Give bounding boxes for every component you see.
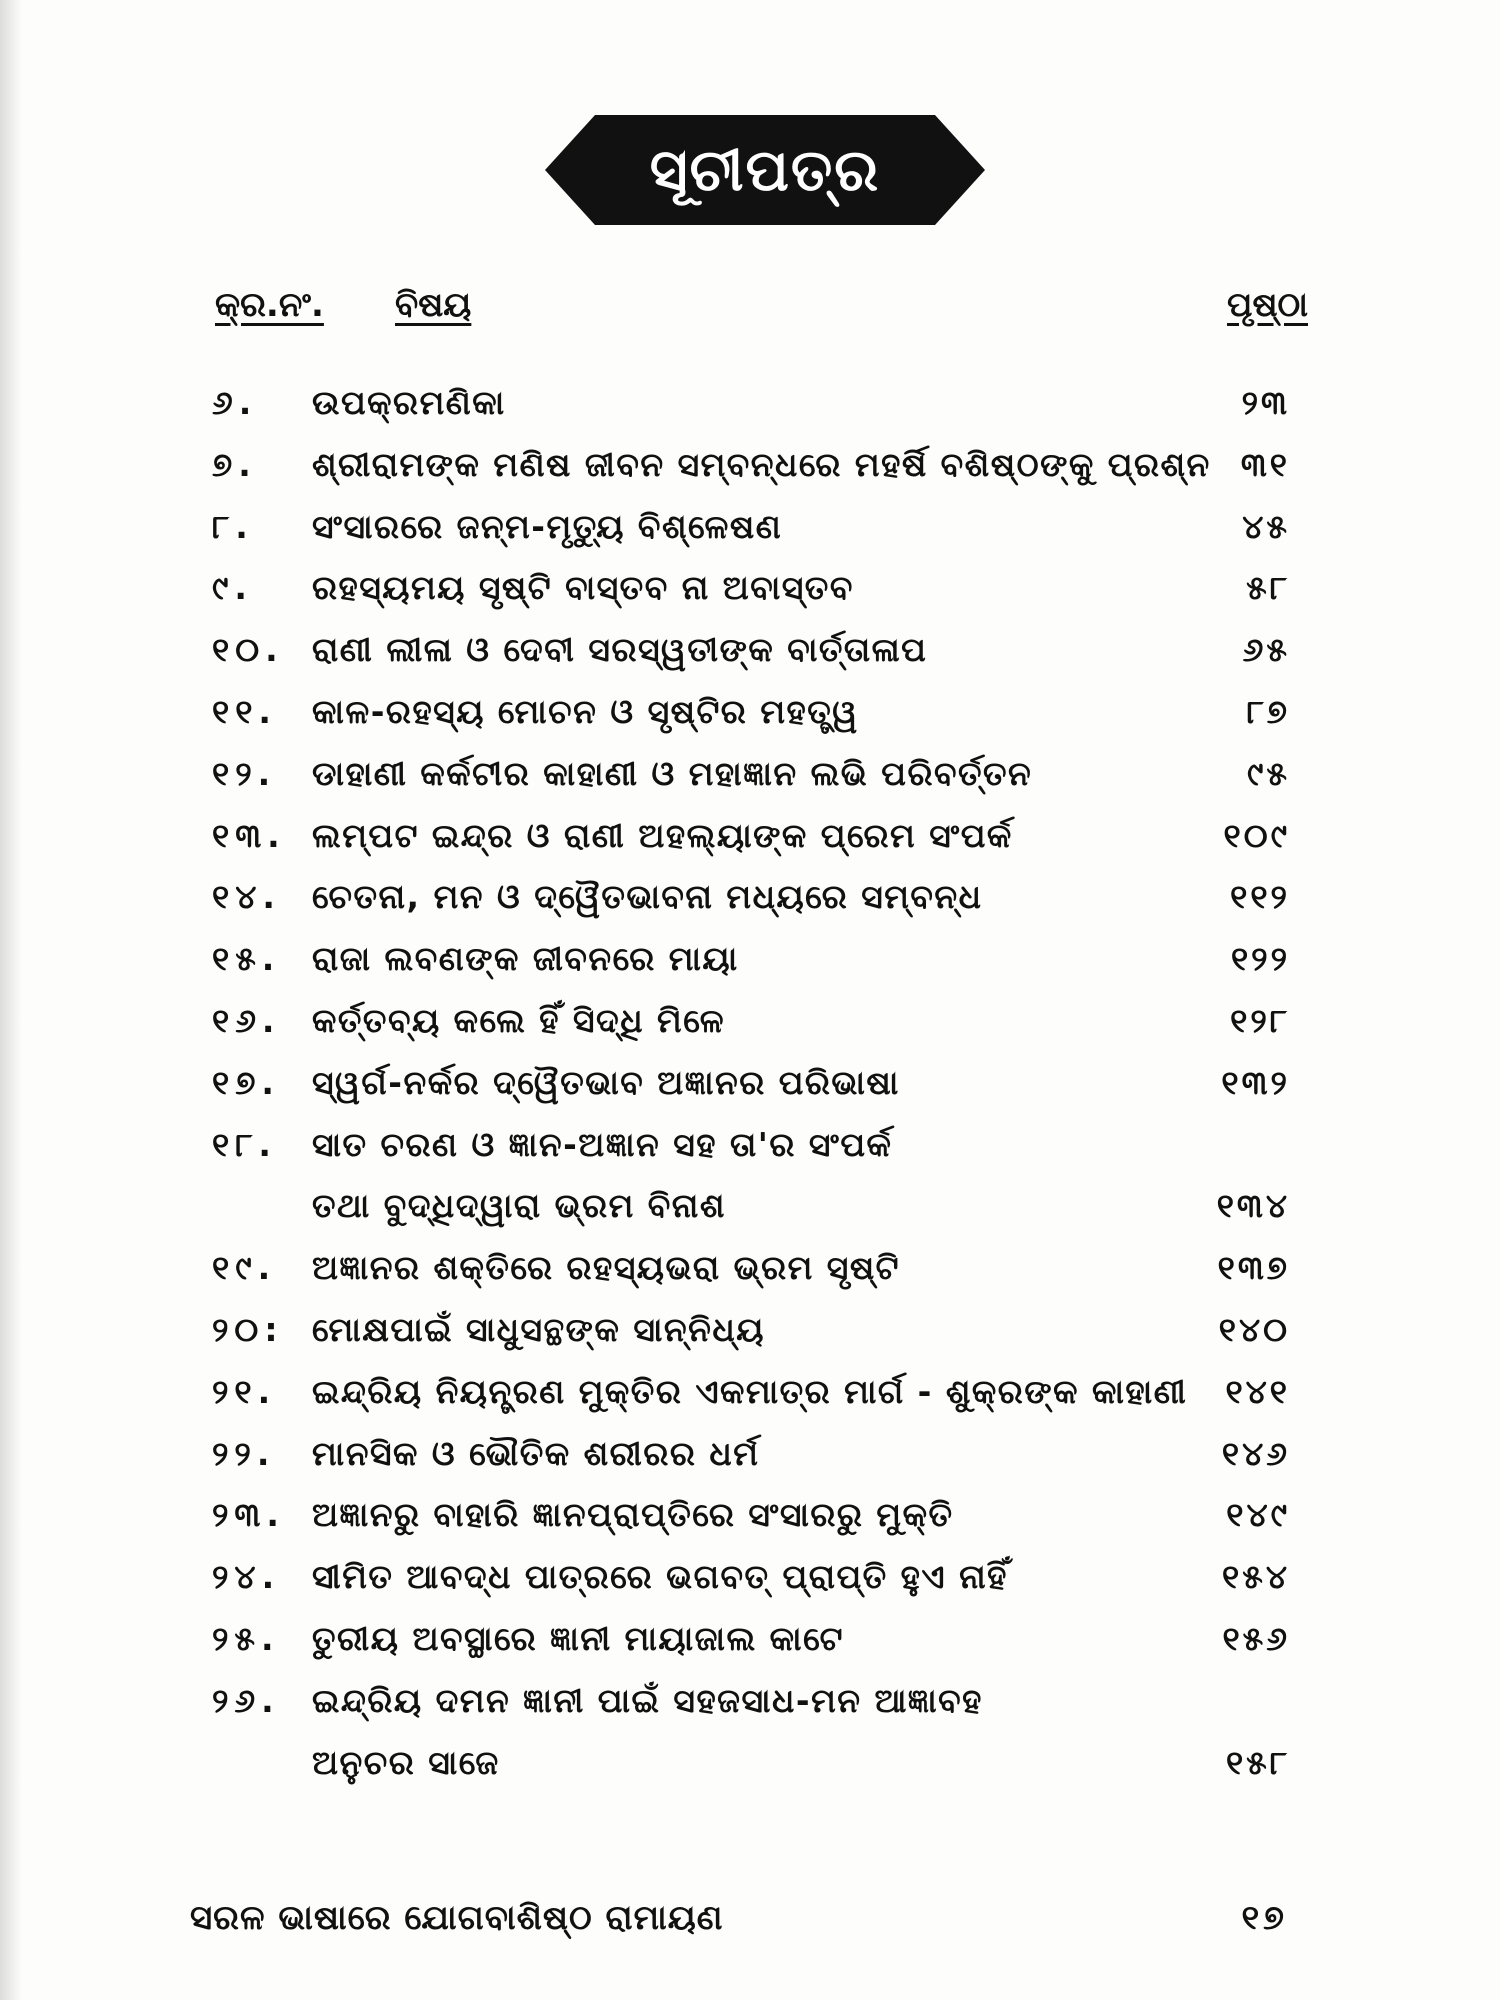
toc-entry: [0, 1670, 1500, 1732]
toc-entry: [0, 928, 1500, 990]
toc-entry-page: ୧୪୯: [1226, 1495, 1290, 1535]
toc-entry-title: ଅଜ୍ଞାନର ଶକ୍ତିରେ ରହସ୍ୟଭରା ଭ୍ରମ ସୃଷ୍ଟି: [312, 1248, 901, 1288]
toc-entry-page: ୮୭: [1246, 691, 1290, 731]
toc-entry-title: ଡାହାଣୀ କର୍କଟୀର କାହାଣୀ ଓ ମହାଜ୍ଞାନ ଲଭି ପରିବର୍ତ୍ତନ: [312, 753, 1033, 793]
header-serial: କ୍ର.ନଂ.: [215, 285, 324, 325]
toc-entry-number: ୧୫.: [212, 939, 281, 979]
toc-entry-number: ୨୪.: [212, 1557, 281, 1597]
toc-entry: [0, 1361, 1500, 1423]
page-footer: [0, 1888, 1500, 1948]
toc-entry: [0, 681, 1500, 743]
toc-entry-title: ସଂସାରରେ ଜନ୍ମ-ମୃତ୍ୟୁ ବିଶ୍ଳେଷଣ: [312, 506, 783, 546]
toc-entry-number: ୬.: [212, 383, 258, 422]
toc-entry-number: ୧୬.: [212, 1000, 281, 1040]
toc-entry-title: ତୁରୀୟ ଅବସ୍ଥାରେ ଜ୍ଞାନୀ ମାୟାଜାଲ କାଟେ: [312, 1618, 844, 1658]
toc-entry: [0, 1546, 1500, 1608]
footer-book-title: ସରଳ ଭାଷାରେ ଯୋଗବାଶିଷ୍ଠ ରାମାୟଣ: [190, 1898, 724, 1938]
toc-entry-page: ୯୫: [1247, 753, 1290, 793]
toc-entry-page: ୧୩୭: [1217, 1248, 1290, 1288]
toc-entry-number: ୨୫.: [212, 1618, 280, 1658]
toc-entry-title: ସ୍ୱର୍ଗ-ନର୍କର ଦ୍ୱୈତଭାବ ଅଜ୍ଞାନର ପରିଭାଷା: [312, 1062, 900, 1102]
toc-entry-title: ଶ୍ରୀରାମଙ୍କ ମଣିଷ ଜୀବନ ସମ୍ବନ୍ଧରେ ମହର୍ଷି ବଶିଷ୍ଠଙ୍କୁ ପ୍ରଶ୍ନ: [312, 444, 1211, 484]
toc-entry-page: ୧୩୨: [1221, 1062, 1290, 1102]
toc-entry-title: ଅନୁଚର ସାଜେ: [312, 1742, 500, 1782]
toc-entry-number: ୯.: [212, 568, 253, 608]
toc-entry-page: ୧୧୨: [1230, 877, 1290, 917]
toc-entry: [0, 619, 1500, 681]
toc-entry-title: ରହସ୍ୟମୟ ସୃଷ୍ଟି ବାସ୍ତବ ନା ଅବାସ୍ତବ: [312, 568, 854, 608]
toc-list: [0, 372, 1500, 1793]
toc-entry-title: ଇନ୍ଦ୍ରିୟ ଦମନ ଜ୍ଞାନୀ ପାଇଁ ସହଜସାଧ-ମନ ଆଜ୍ଞାବହ: [312, 1680, 983, 1720]
toc-entry-title: ମାନସିକ ଓ ଭୌତିକ ଶରୀରର ଧର୍ମ: [312, 1433, 760, 1473]
toc-entry-number: ୨୦:: [212, 1309, 284, 1349]
toc-entry-page: ୪୫: [1242, 506, 1290, 546]
toc-entry-number: ୨୬.: [212, 1680, 280, 1720]
toc-entry-number: ୧୧.: [212, 691, 277, 731]
toc-entry-page: ୧୪୬: [1221, 1433, 1290, 1473]
toc-entry-title: ରାଣୀ ଲୀଳା ଓ ଦେବୀ ସରସ୍ୱତୀଙ୍କ ବାର୍ତ୍ତାଳାପ: [312, 630, 928, 670]
toc-entry-title: ଅଜ୍ଞାନରୁ ବାହାରି ଜ୍ଞାନପ୍ରାପ୍ତିରେ ସଂସାରରୁ ମୁକ୍ତି: [312, 1495, 954, 1535]
toc-entry-number: ୧୨.: [212, 753, 277, 793]
page-title: ସୂଚୀପତ୍ର: [649, 136, 881, 204]
toc-entry-page: ୧୨୮: [1230, 1000, 1290, 1040]
toc-entry-number: ୨୧.: [212, 1371, 277, 1411]
toc-entry-number: ୧୩.: [212, 815, 286, 855]
toc-entry: [0, 990, 1500, 1052]
toc-entry: [0, 1608, 1500, 1670]
toc-entry-number: ୧୯.: [212, 1248, 277, 1288]
toc-entry-title: ଲମ୍ପଟ ଇନ୍ଦ୍ର ଓ ରାଣୀ ଅହଲ୍ୟାଙ୍କ ପ୍ରେମ ସଂପର୍କ: [312, 815, 1013, 855]
toc-entry: [0, 805, 1500, 867]
toc-entry-number: ୧୭.: [212, 1062, 280, 1102]
toc-entry: [0, 1423, 1500, 1485]
toc-entry-title: ମୋକ୍ଷପାଇଁ ସାଧୁସନ୍ଥଙ୍କ ସାନ୍ନିଧ୍ୟ: [312, 1309, 765, 1349]
toc-entry: [0, 496, 1500, 558]
toc-entry: [0, 866, 1500, 928]
toc-entry: [0, 1175, 1500, 1237]
toc-entry: [0, 1732, 1500, 1794]
footer-page-number: ୧୭: [1241, 1898, 1288, 1938]
toc-entry-number: ୧୦.: [212, 630, 284, 670]
toc-entry: [0, 434, 1500, 496]
toc-entry-number: ୧୪.: [212, 877, 281, 917]
toc-entry-page: ୧୦୯: [1223, 815, 1290, 855]
toc-entry-number: ୧୮.: [212, 1124, 277, 1164]
toc-entry-page: ୧୫୬: [1222, 1618, 1290, 1658]
toc-entry-page: ୧୩୪: [1216, 1186, 1290, 1226]
toc-entry-page: ୨୩: [1241, 383, 1290, 422]
toc-entry: [0, 1484, 1500, 1546]
toc-entry-page: ୬୫: [1242, 630, 1290, 670]
toc-entry-page: ୧୨୨: [1230, 939, 1290, 979]
toc-entry-number: ୮.: [212, 506, 254, 546]
toc-entry-page: ୧୫୪: [1222, 1557, 1290, 1597]
toc-entry-title: ସାତ ଚରଣ ଓ ଜ୍ଞାନ-ଅଜ୍ଞାନ ସହ ତା'ର ସଂପର୍କ: [312, 1124, 893, 1164]
toc-entry-title: ଚେତନା, ମନ ଓ ଦ୍ୱୈତଭାବନା ମଧ୍ୟରେ ସମ୍ବନ୍ଧ: [312, 877, 983, 917]
toc-entry-title: କର୍ତ୍ତବ୍ୟ କଲେ ହିଁ ସିଦ୍ଧି ମିଳେ: [312, 1000, 726, 1040]
toc-entry-title: କାଳ-ରହସ୍ୟ ମୋଚନ ଓ ସୃଷ୍ଟିର ମହତ୍ତ୍ୱ: [312, 691, 859, 731]
toc-entry-number: ୨୩.: [212, 1495, 285, 1535]
toc-entry-title: ତଥା ବୁଦ୍ଧିଦ୍ୱାରା ଭ୍ରମ ବିନାଶ: [312, 1186, 726, 1226]
toc-header: [0, 285, 1500, 335]
toc-entry-number: ୨୨.: [212, 1433, 276, 1473]
toc-entry-number: ୭.: [212, 444, 257, 484]
toc-entry-page: ୧୪୧: [1225, 1371, 1290, 1411]
toc-entry-page: ୫୮: [1246, 568, 1290, 608]
toc-entry: [0, 557, 1500, 619]
toc-entry: [0, 1114, 1500, 1176]
header-subject: ବିଷୟ: [395, 285, 472, 325]
toc-entry: [0, 1299, 1500, 1361]
header-page: ପୃଷ୍ଠା: [1227, 285, 1308, 325]
toc-entry-page: ୧୪୦: [1218, 1309, 1290, 1349]
toc-entry-title: ସୀମିତ ଆବଦ୍ଧ ପାତ୍ରରେ ଭଗବତ୍ ପ୍ରାପ୍ତି ହୁଏ ନାହିଁ: [312, 1557, 1008, 1597]
toc-entry: [0, 1237, 1500, 1299]
toc-entry-title: ଉପକ୍ରମଣିକା: [312, 383, 506, 422]
toc-entry-title: ଇନ୍ଦ୍ରିୟ ନିୟନ୍ତ୍ରଣ ମୁକ୍ତିର ଏକମାତ୍ର ମାର୍ଗ - ଶୁକ୍ରଙ୍କ କାହାଣୀ: [312, 1371, 1188, 1411]
toc-entry: [0, 743, 1500, 805]
toc-entry-page: ୧୫୮: [1225, 1742, 1290, 1782]
toc-entry-title: ରାଜା ଲବଣଙ୍କ ଜୀବନରେ ମାୟା: [312, 939, 739, 979]
toc-entry: [0, 372, 1500, 434]
title-banner: [545, 115, 985, 225]
toc-entry-page: ୩୧: [1240, 444, 1290, 484]
toc-entry: [0, 1052, 1500, 1114]
